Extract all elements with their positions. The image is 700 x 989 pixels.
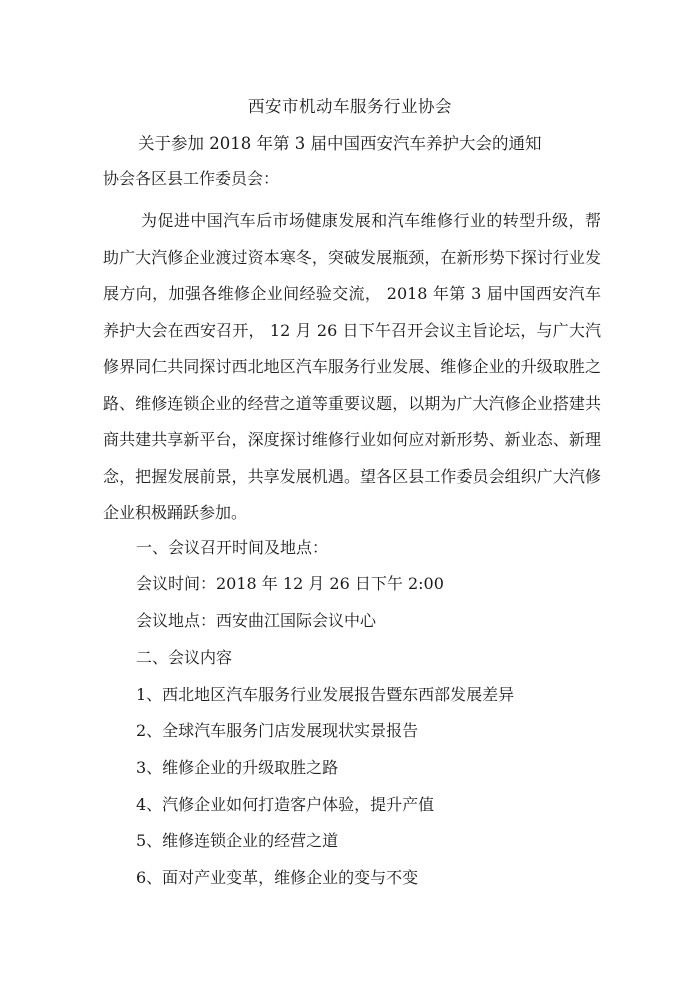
body-paragraph: 为促进中国汽车后市场健康发展和汽车维修行业的转型升级，帮助广大汽修企业渡过资本寒冬，突破发展瓶颈，在新形势下探讨行业发展方向，加强各维修企业间经验交流， 2018 年第 3 届中国西安汽车养护大会在西安召开， 12 月 26 日下午召开会议主旨论坛，与广大汽修界同仁共同探讨西北地区汽车服务行业发展、维修企业的升级取胜之路、维修连锁企业的经营之道等重要议题，以期为广大汽修企业搭建共商共建共享新平台，深度探讨维修行业如何应对新形势、新业态、新理念，把握发展前景，共享发展机遇。望各区县工作委员会组织广大汽修企业积极踊跃参加。 [103,211,601,522]
section-heading-time-place: 一、会议召开时间及地点： [136,538,329,557]
section-heading-content: 二、会议内容 [136,648,233,667]
agenda-item: 6、面对产业变革，维修企业的变与不变 [136,868,419,887]
addressee-line: 协会各区县工作委员会： [103,169,280,188]
agenda-item: 1、西北地区汽车服务行业发展报告暨东西部发展差异 [136,685,515,704]
organization-title: 西安市机动车服务行业协会 [248,97,452,116]
notice-title: 关于参加 2018 年第 3 届中国西安汽车养护大会的通知 [138,134,542,153]
meeting-place: 会议地点：西安曲江国际会议中心 [136,611,377,630]
meeting-time: 会议时间：2018 年 12 月 26 日下午 2:00 [136,574,444,593]
agenda-item: 4、汽修企业如何打造客户体验，提升产值 [136,795,435,814]
agenda-item: 2、全球汽车服务门店发展现状实景报告 [136,721,419,740]
agenda-item: 5、维修连锁企业的经营之道 [136,831,339,850]
agenda-item: 3、维修企业的升级取胜之路 [136,758,339,777]
